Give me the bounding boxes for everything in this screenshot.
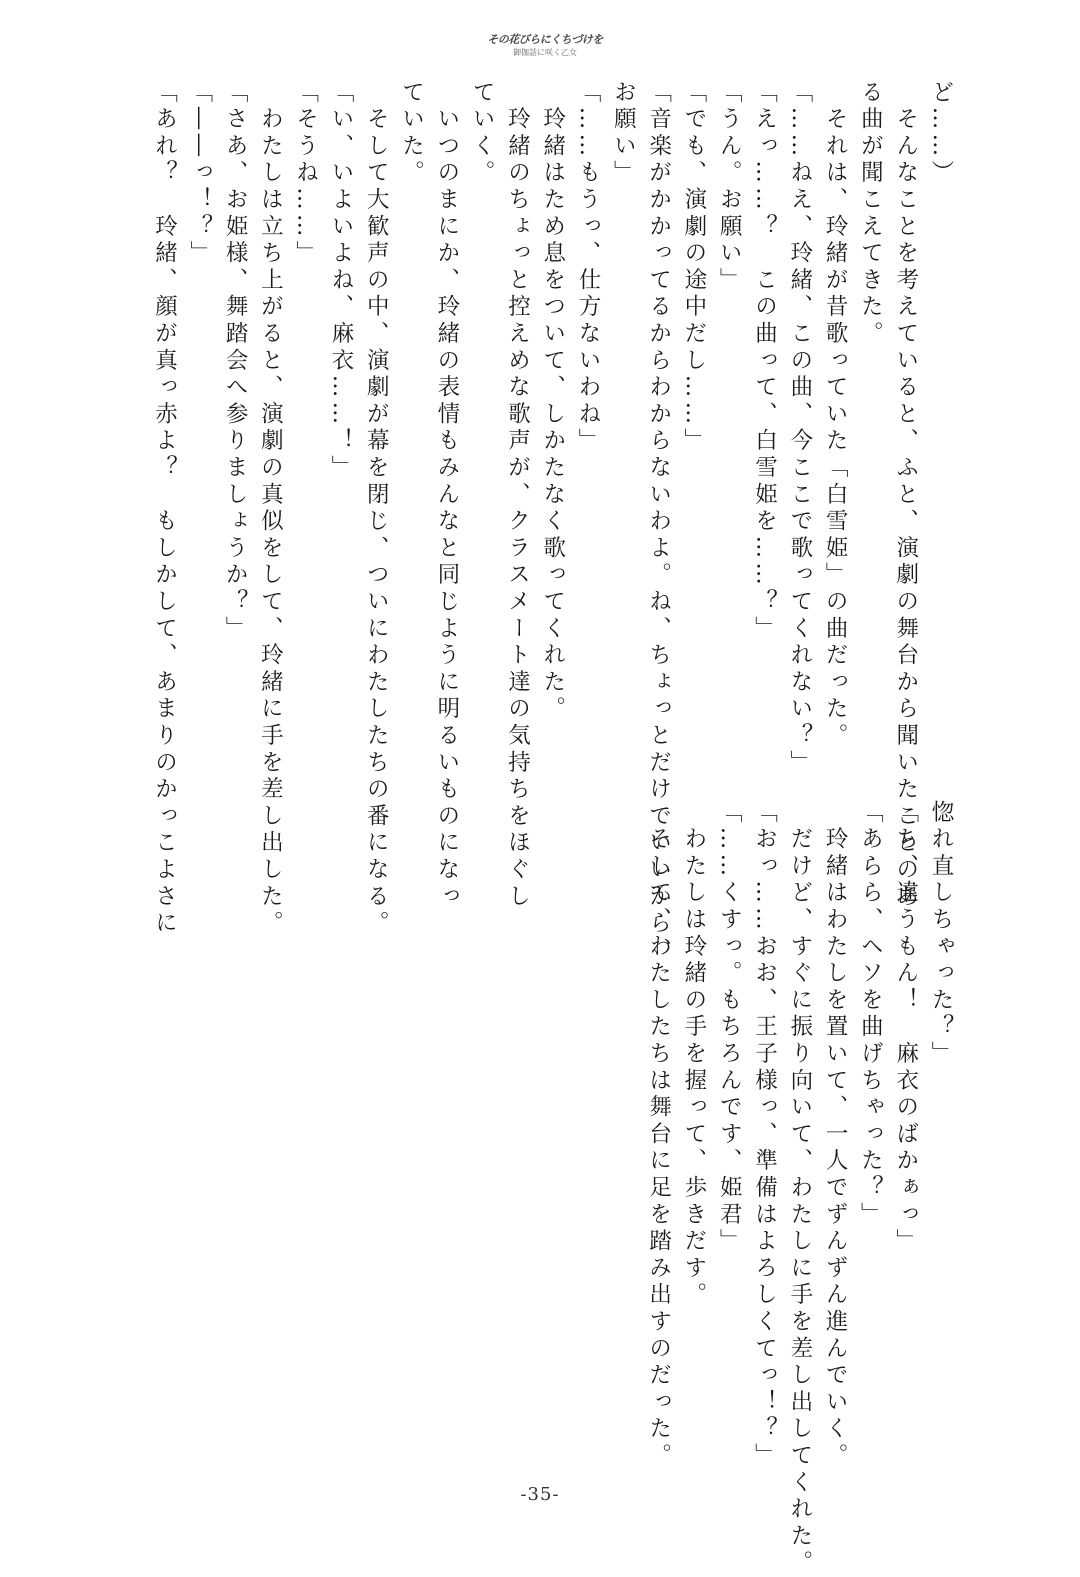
page-number: -35-	[520, 1484, 560, 1505]
text-line: 惚れ直しちゃった？」	[928, 800, 954, 1068]
text-line: 「い、いよいよね、麻衣……！」	[327, 80, 354, 482]
text-line: 「さあ、お姫様、舞踏会へ参りましょうか？」	[222, 80, 249, 643]
text-line: そんなことを考えていると、ふと、演劇の舞台から聞いたことのあ	[892, 80, 919, 911]
text-line: 「そうね……」	[292, 80, 319, 268]
text-line: ていく。	[469, 80, 496, 188]
text-line: そして大歓声の中、演劇が幕を閉じ、ついにわたしたちの番になる。	[363, 80, 390, 938]
text-line: それは、玲緒が昔歌っていた「白雪姫」の曲だった。	[822, 80, 849, 750]
text-line: 「ち、違うもん！ 麻衣のばかぁっ」	[892, 800, 919, 1256]
text-line: 「えっ……？ この曲って、白雪姫を……？」	[751, 80, 778, 643]
text-line: 玲緒はわたしを置いて、一人でずんずん進んでいく。	[822, 800, 849, 1470]
text-line: 「……ねえ、玲緒、この曲、今ここで歌ってくれない？」	[786, 80, 813, 777]
text-line: ど……）	[928, 80, 954, 188]
lower-text-column	[640, 800, 958, 1577]
text-line: いつのまにか、玲緒の表情もみんなと同じように明るいものになっ	[433, 80, 460, 911]
text-line: 「あらら、ヘソを曲げちゃった？」	[857, 800, 884, 1229]
header-logo	[487, 22, 603, 68]
text-line: わたしは立ち上がると、演劇の真似をして、玲緒に手を差し出した。	[257, 80, 284, 938]
text-line: 「……くすっ。もちろんです、姫君」	[716, 800, 743, 1256]
text-line: わたしは玲緒の手を握って、歩きだす。	[680, 800, 707, 1310]
text-line: 「――っ！？」	[186, 80, 213, 268]
text-line: る曲が聞こえてきた。	[857, 80, 884, 348]
text-line: お願い」	[610, 80, 637, 188]
logo-subtitle: 御伽話に咲く乙女	[513, 47, 577, 57]
text-line: 玲緒はため息をついて、しかたなく歌ってくれた。	[539, 80, 566, 724]
text-line: 「でも、演劇の途中だし……」	[680, 80, 707, 456]
text-line: 「……もうっ、仕方ないわね」	[575, 80, 602, 456]
text-line: 「うん。お願い」	[716, 80, 743, 295]
text-line: だけど、すぐに振り向いて、わたしに手を差し出してくれた。	[786, 800, 813, 1577]
text-line: 「あれ？ 玲緒、顔が真っ赤よ？ もしかして、あまりのかっこよさに	[151, 80, 178, 938]
text-line: 「おっ……おお、王子様っ、準備はよろしくてっ！？」	[751, 800, 778, 1470]
text-line: そして、わたしたちは舞台に足を踏み出すのだった。	[645, 800, 672, 1470]
text-line: 「音楽がかかってるからわからないわよ。ね、ちょっとだけでいいから、	[645, 80, 672, 965]
text-line: 玲緒のちょっと控えめな歌声が、クラスメート達の気持ちをほぐし	[504, 80, 531, 911]
logo-title: その花びらにくちづけを	[487, 32, 603, 46]
text-line: ていた。	[398, 80, 425, 188]
